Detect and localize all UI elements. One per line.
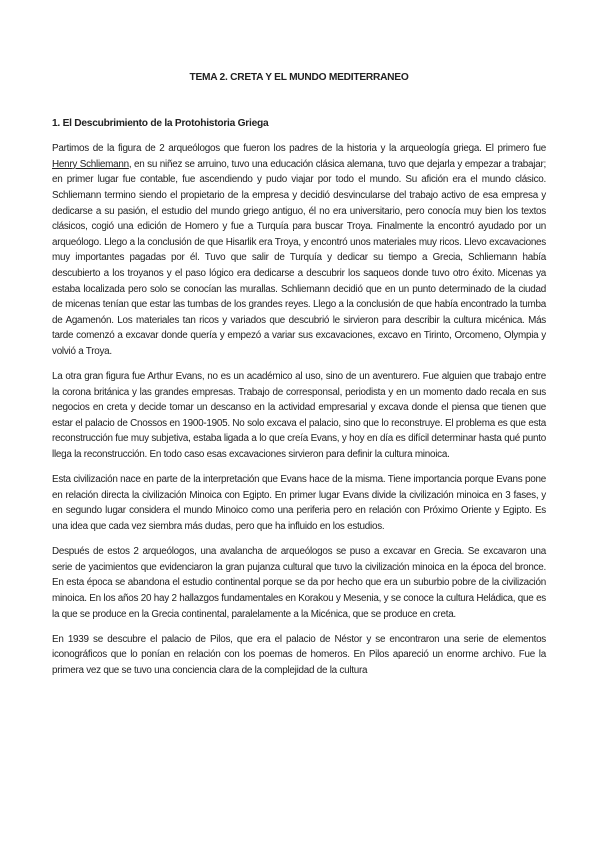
document-page [52,70,546,688]
paragraph-later-archaeologists: Después de estos 2 arqueólogos, una avalancha de arqueólogos se puso a excavar en Grecia. Se excavaron una serie de yacimientos que evidenciaron la gran pujanza cultural que tuvo la civilización minoica en la época del bronce. En esta época se abandona el estudio continental porque se da por hecho que era un suburbio pobre de la civilización minoica. En los años 20 hay 2 hallazgos fundamentales en Korakou y Mesenia, y se conoce la cultura Heládica, que es la que se produce en la Grecia continental, paralelamente a la Micénica, que se produce en creta. [52,546,546,620]
paragraph-schliemann [52,141,546,359]
paragraph-minoan-civilization: Esta civilización nace en parte de la interpretación que Evans hace de la misma. Tiene importancia porque Evans pone en relación directa la civilización Minoica con Egipto. En primer lugar Evans divide la civilización minoica en 3 fases, y en segundo lugar considera el mundo Minoico como una periferia pero en relación con Próximo Oriente y Egipto. Es una idea que cada vez siembra más dudas, pero que ha influido en los estudios. [52,474,546,533]
section-heading: 1. El Descubrimiento de la Protohistoria Griega [52,117,269,129]
paragraph-text: , en su niñez se arruino, tuvo una educación clásica alemana, tuvo que dejarla y empezar a trabajar; en primer lugar fue contable, fue ascendiendo y pudo viajar por todo el mundo. Su afición era el mundo clásico. Schliemann termino siendo el propietario de la empresa y decidió desvincularse del trabajo activo de esa empresa y dedicarse a su pasión, el estudio del mundo griego antiguo, él no era universitario, pero conocía muy bien los textos clásicos, cogió una edición de Homero y fue a Turquía para buscar Troya. Finalmente la encontró ayudado por un arqueólogo. Llego a la conclusión de que Hisarlik era Troya, y encontró unos materiales muy ricos. Llevo excavaciones muy importantes pagadas por él. Tuvo que salir de Turquía y dedicar su tiempo a Grecia, Schliemann había descubierto a los troyanos y el paso lógico era dedicarse a descubrir los saqueos donde tuvo otro éxito. Micenas ya estaba localizada pero solo se conocían las murallas. Schliemann decidió que en un punto determinado de la ciudad de micenas tenían que estar las tumbas de los grandes reyes. Llego a la conclusión de que había encontrado la tumba de Agamenón. Los materiales tan ricos y variados que descubrió le sirvieron para describir la cultura micénica. Más tarde comenzó a excavar donde quería y empezó a variar sus excavaciones, excavo en Tirinto, Orcomeno, Olympia y volvió a Troya. [52,158,546,357]
paragraph-text: Partimos de la figura de 2 arqueólogos que fueron los padres de la historia y la arqueología griega. El primero fue [52,143,546,155]
document-title: TEMA 2. CRETA Y EL MUNDO MEDITERRANEO [189,72,409,83]
henry-schliemann-link[interactable]: Henry Schliemann [52,158,129,170]
paragraph-evans: La otra gran figura fue Arthur Evans, no es un académico al uso, sino de un aventurero. Fue alguien que trabajo entre la corona británica y las grandes empresas. Trabajo de corresponsal, periodista y en un momento dado recala en sus negocios en creta y decide tomar un descanso en la actividad empresarial y excava donde el piensa que tienen que estar el palacio de Cnossos en 1900-1905. No solo excava el palacio, sino que lo reconstruye. El problema es que esta reconstrucción fue muy subjetiva, estaba ligada a lo que creía Evans, y hoy en día es difícil determinar hasta qué punto llega la reconstrucción. En todo caso esas excavaciones sirvieron para definir la cultura minoica. [52,371,546,461]
paragraph-pilos: En 1939 se descubre el palacio de Pilos, que era el palacio de Néstor y se encontraron una serie de elementos iconográficos que lo ponían en relación con los poemas de homeros. En Pilos apareció un enorme archivo. Fue la primera vez que se tuvo una conciencia clara de la complejidad de la cultura [52,633,546,676]
